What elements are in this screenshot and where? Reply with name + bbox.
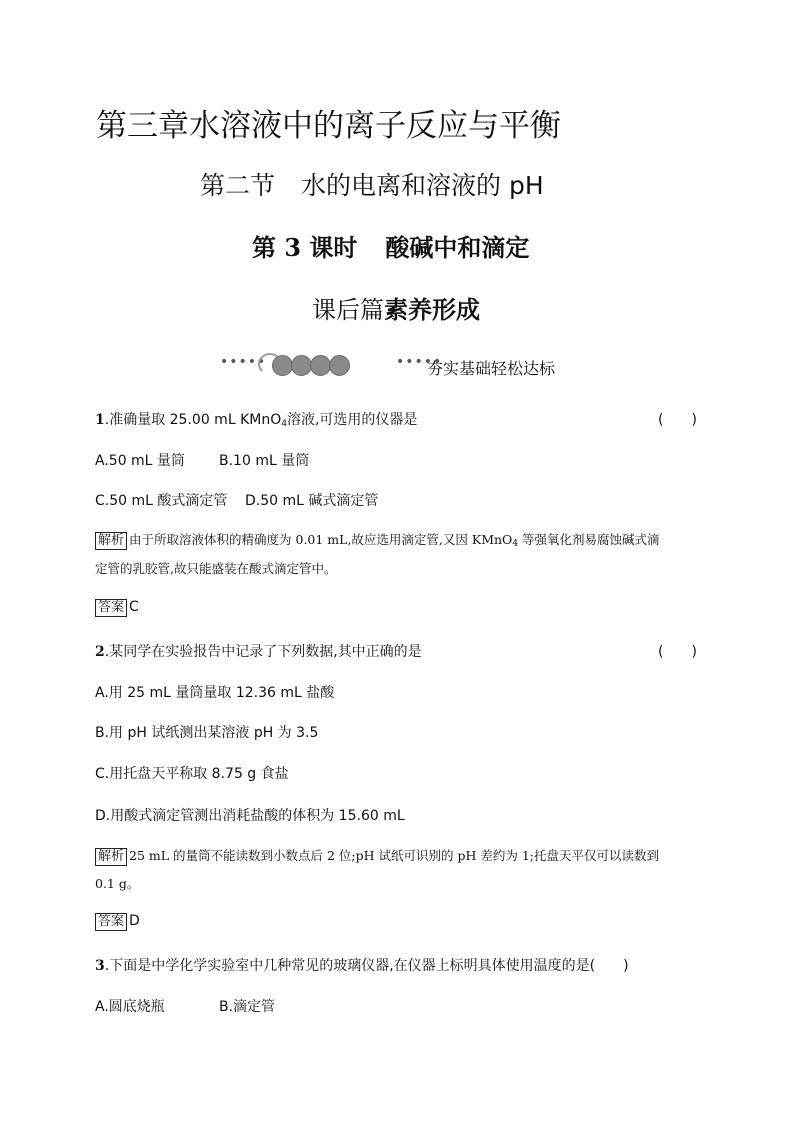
question-1-option-a: A.50 mL 量筒 bbox=[95, 453, 185, 469]
banner-dots-left: ••••• bbox=[220, 354, 267, 370]
banner-ball-icon bbox=[291, 355, 312, 376]
question-1-number: 1 bbox=[95, 412, 105, 428]
question-1-subscript: 4 bbox=[281, 419, 287, 429]
question-1-option-b: B.10 mL 量筒 bbox=[219, 453, 310, 469]
question-2-text: .某同学在实验报告中记录了下列数据,其中正确的是 bbox=[104, 644, 422, 660]
question-3-option-a: A.圆底烧瓶 bbox=[95, 999, 165, 1015]
question-2-option-b: B.用 pH 试纸测出某溶液 pH 为 3.5 bbox=[95, 725, 319, 741]
question-1-answer-value: C bbox=[129, 599, 139, 615]
question-2-option-d: D.用酸式滴定管测出消耗盐酸的体积为 15.60 mL bbox=[95, 808, 405, 824]
question-2-explanation-a: 25 mL 的量筒不能读数到小数点后 2 位;pH 试纸可识别的 pH 差约为 1;托盘天平仅可以读数到 bbox=[129, 848, 659, 863]
question-3-option-b: B.滴定管 bbox=[219, 999, 276, 1015]
question-1-answer bbox=[95, 599, 139, 617]
chapter-title: 第三章水溶液中的离子反应与平衡 bbox=[96, 108, 561, 144]
level-banner bbox=[220, 352, 600, 378]
answer-tag: 答案 bbox=[95, 599, 127, 617]
question-1-explanation bbox=[95, 530, 660, 550]
question-2-option-a: A.用 25 mL 量筒量取 12.36 mL 盐酸 bbox=[95, 685, 335, 701]
section-title bbox=[200, 166, 544, 202]
explanation-tag: 解析 bbox=[95, 532, 127, 550]
answer-tag: 答案 bbox=[95, 913, 127, 931]
lesson-title bbox=[252, 228, 529, 263]
question-3-text: .下面是中学化学实验室中几种常见的玻璃仪器,在仪器上标明具体使用温度的是( ) bbox=[104, 958, 629, 974]
lesson-name: 酸碱中和滴定 bbox=[385, 233, 530, 262]
lesson-number: 第 3 课时 bbox=[252, 233, 358, 262]
question-1-explanation-c: 定管的乳胶管,故只能盛装在酸式滴定管中。 bbox=[95, 561, 337, 576]
explanation-tag: 解析 bbox=[95, 848, 127, 866]
question-2-answer-blank: ( ) bbox=[658, 644, 697, 660]
question-2-number: 2 bbox=[95, 644, 105, 660]
banner-label: 夯实基础轻松达标 bbox=[427, 359, 556, 378]
banner-ball-icon bbox=[329, 355, 350, 376]
banner-balls-icon bbox=[258, 353, 350, 375]
question-1-answer-blank: ( ) bbox=[658, 412, 697, 428]
question-1-option-d: D.50 mL 碱式滴定管 bbox=[245, 493, 379, 509]
question-1-explanation-b: 等强氧化剂易腐蚀碱式滴 bbox=[518, 532, 660, 547]
question-1-explanation-subscript: 4 bbox=[512, 539, 519, 549]
section-name: 水的电离和溶液的 pH bbox=[301, 171, 544, 200]
question-1-explanation-a: 由于所取溶液体积的精确度为 0.01 mL,故应选用滴定管,又因 KMnO bbox=[129, 532, 513, 547]
question-1-text-a: .准确量取 25.00 mL KMnO bbox=[104, 412, 282, 428]
after-class-title bbox=[312, 290, 480, 325]
question-3-number: 3 bbox=[95, 958, 105, 974]
banner-ball-icon bbox=[272, 355, 293, 376]
question-1-text-b: 溶液,可选用的仪器是 bbox=[286, 412, 418, 428]
question-2-option-c: C.用托盘天平称取 8.75 g 食盐 bbox=[95, 766, 289, 782]
question-2-answer-value: D bbox=[129, 913, 140, 929]
question-2-explanation bbox=[95, 846, 659, 866]
banner-ball-icon bbox=[310, 355, 331, 376]
question-2-explanation-b: 0.1 g。 bbox=[95, 876, 140, 891]
question-1 bbox=[95, 409, 417, 429]
question-2-answer bbox=[95, 913, 140, 931]
section-number: 第二节 bbox=[200, 171, 276, 200]
after-class-title-b: 素养形成 bbox=[384, 296, 480, 324]
question-3 bbox=[95, 955, 629, 975]
question-1-option-c: C.50 mL 酸式滴定管 bbox=[95, 493, 228, 509]
banner-dots-right: ••••• bbox=[396, 354, 443, 370]
after-class-title-a: 课后篇 bbox=[312, 296, 384, 324]
question-2 bbox=[95, 641, 422, 661]
